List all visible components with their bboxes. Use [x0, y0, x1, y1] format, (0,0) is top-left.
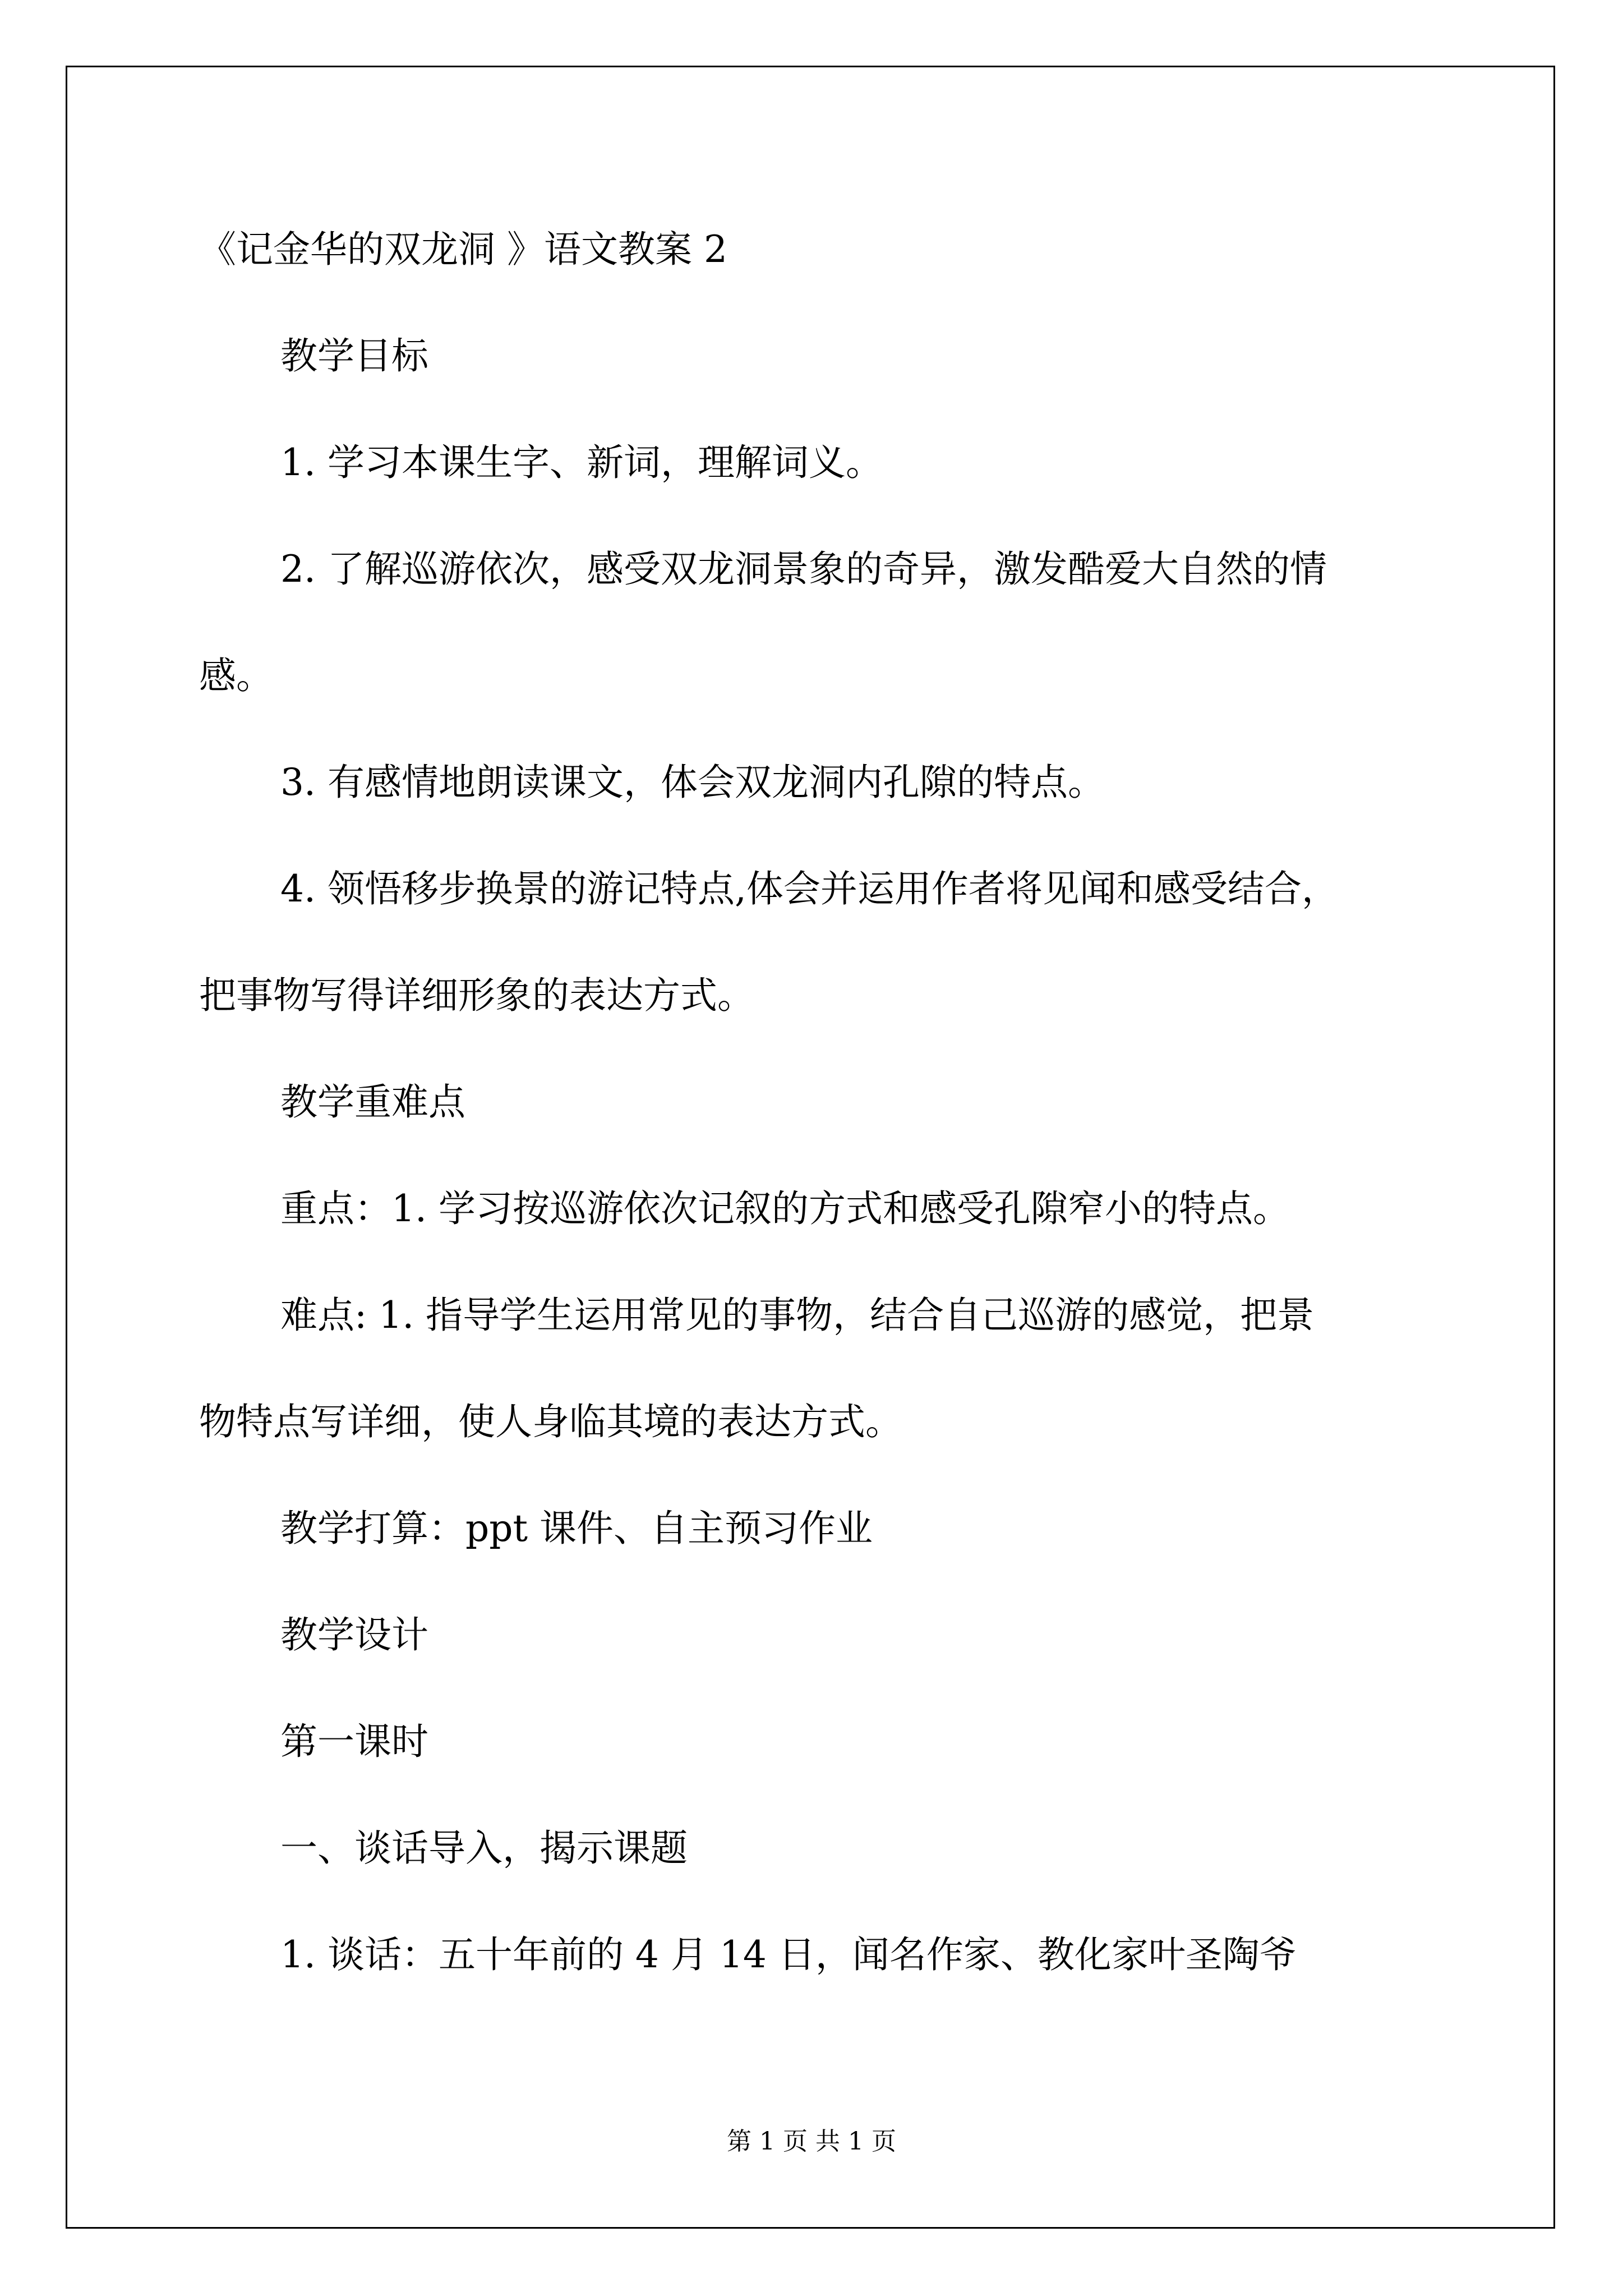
paragraph-difficulty-cont: 物特点写详细，使人身临其境的表达方式。 [199, 1400, 902, 1443]
paragraph-objective-4-cont: 把事物写得详细形象的表达方式。 [199, 974, 754, 1017]
paragraph-objective-2-cont: 感。 [199, 654, 273, 697]
section-heading-first-lesson: 第一课时 [280, 1720, 428, 1763]
paragraph-objective-1: 1. 学习本课生字、新词，理解词义。 [280, 441, 883, 484]
document-title: 《记金华的双龙洞 》语文教案 2 [199, 228, 727, 271]
paragraph-preparation: 教学打算：ppt 课件、自主预习作业 [280, 1507, 873, 1550]
page-number-footer: 第 1 页 共 1 页 [727, 2127, 896, 2156]
paragraph-objective-2: 2. 了解巡游依次，感受双龙洞景象的奇异，激发酷爱大自然的情 [280, 547, 1327, 591]
section-heading-introduction: 一、谈话导入，揭示课题 [280, 1826, 688, 1870]
section-heading-design: 教学设计 [280, 1613, 428, 1657]
paragraph-objective-4: 4. 领悟移步换景的游记特点,体会并运用作者将见闻和感受结合， [280, 867, 1339, 910]
paragraph-difficulty: 难点: 1. 指导学生运用常见的事物，结合自己巡游的感觉，把景 [280, 1294, 1315, 1337]
section-heading-objectives: 教学目标 [280, 334, 428, 378]
paragraph-objective-3: 3. 有感情地朗读课文，体会双龙洞内孔隙的特点。 [280, 761, 1105, 804]
page-border [66, 66, 1555, 2229]
paragraph-key-point: 重点：1. 学习按巡游依次记叙的方式和感受孔隙窄小的特点。 [280, 1187, 1290, 1230]
paragraph-talk: 1. 谈话：五十年前的 4 月 14 日，闻名作家、教化家叶圣陶爷 [280, 1933, 1297, 1976]
section-heading-key-points: 教学重难点 [280, 1080, 465, 1124]
